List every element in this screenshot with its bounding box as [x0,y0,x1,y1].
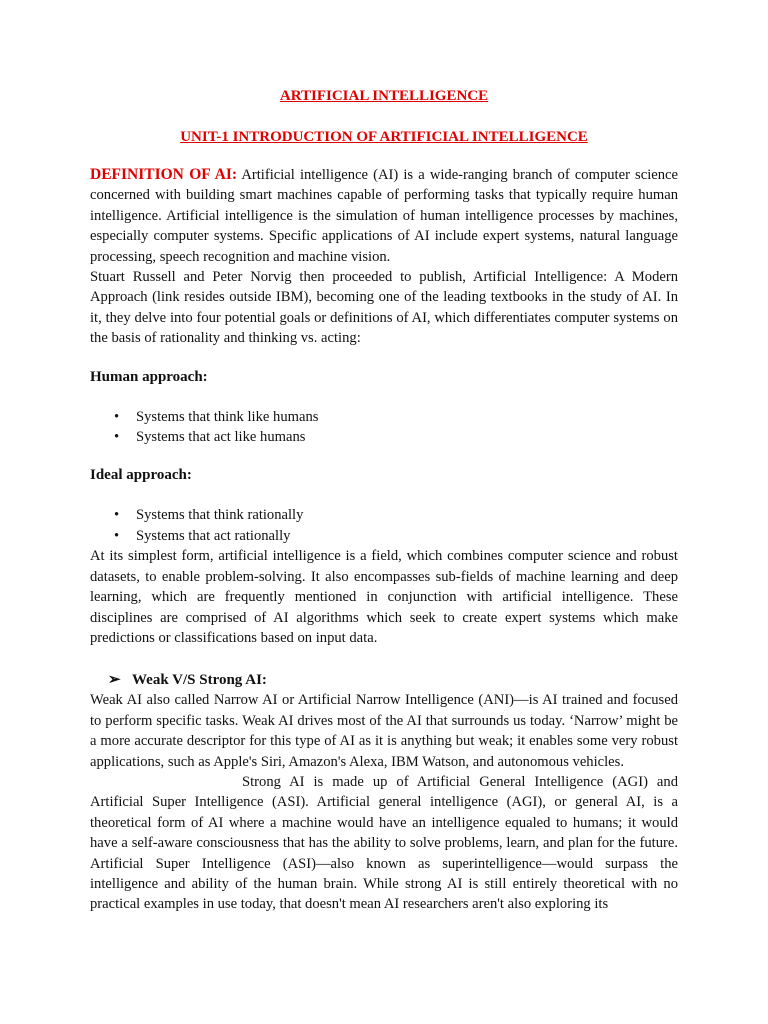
list-item: • Systems that act like humans [114,427,678,447]
bullet-icon: • [114,429,120,446]
list-item: • Systems that think rationally [114,505,678,525]
russell-paragraph: Stuart Russell and Peter Norvig then proceeded to publish, Artificial Intelligence: A Modern Approach (link resides outside IBM), becoming one of the leading textbooks in the study of AI. In it, they delve into four potential goals or definitions of AI, which differentiates computer systems on the basis of rationality and thinking vs. acting: [90,269,678,347]
definition-label: DEFINITION OF AI: [90,166,238,183]
ideal-approach-heading: Ideal approach: [90,467,192,484]
document-title: ARTIFICIAL INTELLIGENCE [279,88,489,104]
weak-strong-heading: ➢ Weak V/S Strong AI: [108,672,267,689]
weak-ai-paragraph: Weak AI also called Narrow AI or Artificial Narrow Intelligence (ANI)—is AI trained and focused to perform specific tasks. Weak AI drives most of the AI that surrounds us today. ‘Narrow’ might be a more accurate descriptor for this type of AI as it is anything but weak; it enables some very robust applications, such as Apple's Siri, Amazon's Alexa, IBM Watson, and autonomous vehicles. [90,692,678,770]
list-item: • Systems that act rationally [114,526,678,546]
human-approach-heading: Human approach: [90,368,208,385]
definition-text: Artificial intelligence (AI) is a wide-ranging branch of computer science concerned with building smart machines capable of performing tasks that typically require human intelligence. Artificial intelligence is the simulation of human intelligence processes by machines, especially computer systems. Specific applications of AI include expert systems, natural language processing, speech recognition and machine vision. [90,167,678,265]
list-item: • Systems that think like humans [114,407,678,427]
human-approach-list [90,407,678,448]
strong-ai-text: Strong AI is made up of Artificial General Intelligence (AGI) and Artificial Super Intelligence (ASI). Artificial general intelligence (AGI), or general AI, is a theoretical form of AI where a machine would have an intelligence equaled to humans; it would have a self-aware consciousness that has the ability to solve problems, learn, and plan for the future. Artificial Super Intelligence (ASI)—also known as superintelligence—would surpass the intelligence and ability of the human brain. While strong AI is still entirely theoretical with no practical examples in use today, that doesn't mean AI researchers aren't also exploring its [90,773,678,913]
unit-title: UNIT-1 INTRODUCTION OF ARTIFICIAL INTELLIGENCE [180,129,588,145]
simplest-form-paragraph: At its simplest form, artificial intelligence is a field, which combines computer science and robust datasets, to enable problem-solving. It also encompasses sub-fields of machine learning and deep learning, which are frequently mentioned in conjunction with artificial intelligence. These disciplines are comprised of AI algorithms which seek to create expert systems which make predictions or classifications based on input data. [90,548,678,646]
ideal-approach-list [90,505,678,546]
strong-ai-paragraph [90,772,678,915]
arrow-bullet-icon: ➢ [108,672,121,689]
definition-paragraph [90,165,678,267]
bullet-icon: • [114,527,120,544]
bullet-icon: • [114,507,120,524]
bullet-icon: • [114,408,120,425]
